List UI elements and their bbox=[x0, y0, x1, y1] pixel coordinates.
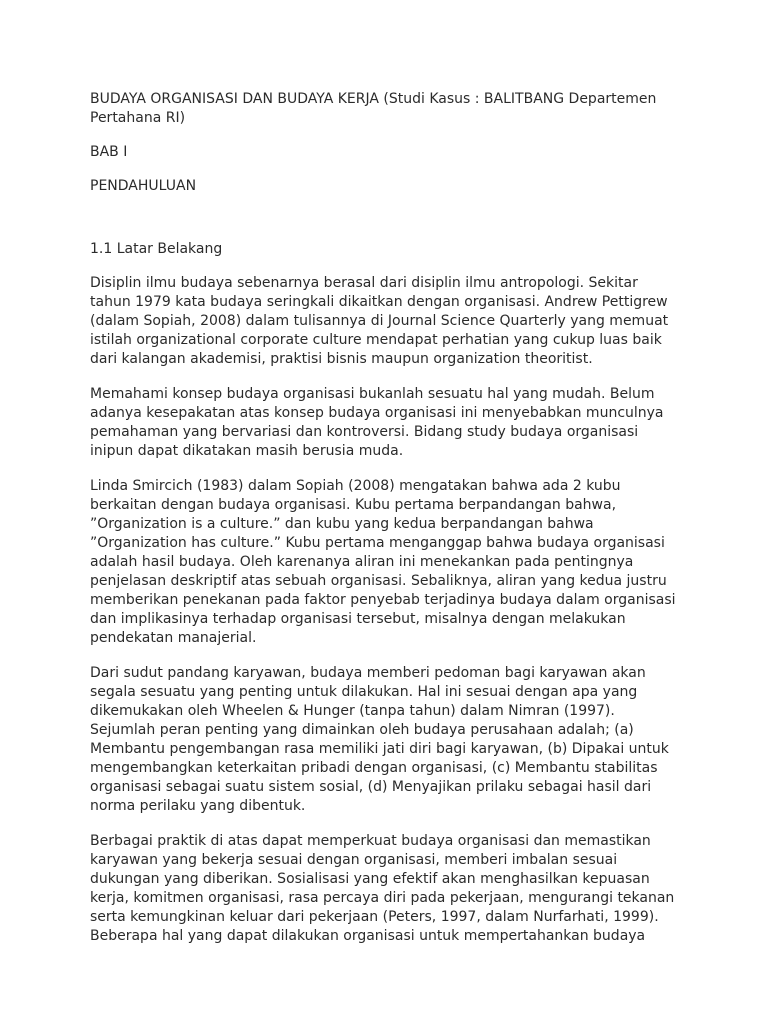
body-paragraph: Linda Smircich (1983) dalam Sopiah (2008) mengatakan bahwa ada 2 kubu berkaitan dengan budaya organisasi. Kubu pertama berpandangan bahwa, ”Organization is a culture.” dan kubu yang kedua berpandangan bahwa ”Organization has culture.” Kubu pertama menganggap bahwa budaya organisasi adalah hasil budaya. Oleh karenanya aliran ini menekankan pada pentingnya penjelasan deskriptif atas sebuah organisasi. Sebaliknya, aliran yang kedua justru memberikan penekanan pada faktor penyebab terjadinya budaya dalam organisasi dan implikasinya terhadap organisasi tersebut, misalnya dengan melakukan pendekatan manajerial. bbox=[90, 478, 676, 646]
body-paragraph: Dari sudut pandang karyawan, budaya memberi pedoman bagi karyawan akan segala sesuatu yang penting untuk dilakukan. Hal ini sesuai dengan apa yang dikemukakan oleh Wheelen & Hunger (tanpa tahun) dalam Nimran (1997). Sejumlah peran penting yang dimainkan oleh budaya perusahaan adalah; (a) Membantu pengembangan rasa memiliki jati diri bagi karyawan, (b) Dipakai untuk mengembangkan keterkaitan pribadi dengan organisasi, (c) Membantu stabilitas organisasi sebagai suatu sistem sosial, (d) Menyajikan prilaku sebagai hasil dari norma perilaku yang dibentuk. bbox=[90, 665, 669, 814]
body-paragraph: Memahami konsep budaya organisasi bukanlah sesuatu hal yang mudah. Belum adanya kesepakatan atas konsep budaya organisasi ini menyebabkan munculnya pemahaman yang bervariasi dan kontroversi. Bidang study budaya organisasi inipun dapat dikatakan masih berusia muda. bbox=[90, 386, 664, 459]
section-heading: 1.1 Latar Belakang bbox=[90, 241, 223, 257]
document-title: BUDAYA ORGANISASI DAN BUDAYA KERJA (Studi Kasus : BALITBANG Departemen Pertahana RI) bbox=[90, 91, 657, 126]
chapter-title: PENDAHULUAN bbox=[90, 178, 197, 194]
document-page bbox=[90, 90, 680, 962]
body-paragraph: Berbagai praktik di atas dapat memperkuat budaya organisasi dan memastikan karyawan yang bekerja sesuai dengan organisasi, memberi imbalan sesuai dukungan yang diberikan. Sosialisasi yang efektif akan menghasilkan kepuasan kerja, komitmen organisasi, rasa percaya diri pada pekerjaan, mengurangi tekanan serta kemungkinan keluar dari pekerjaan (Peters, 1997, dalam Nurfarhati, 1999). Beberapa hal yang dapat dilakukan organisasi untuk mempertahankan budaya bbox=[90, 833, 675, 944]
body-paragraph: Disiplin ilmu budaya sebenarnya berasal dari disiplin ilmu antropologi. Sekitar tahun 1979 kata budaya seringkali dikaitkan dengan organisasi. Andrew Pettigrew (dalam Sopiah, 2008) dalam tulisannya di Journal Science Quarterly yang memuat istilah organizational corporate culture mendapat perhatian yang cukup luas baik dari kalangan akademisi, praktisi bisnis maupun organization theoritist. bbox=[90, 275, 669, 367]
chapter-label: BAB I bbox=[90, 144, 128, 160]
